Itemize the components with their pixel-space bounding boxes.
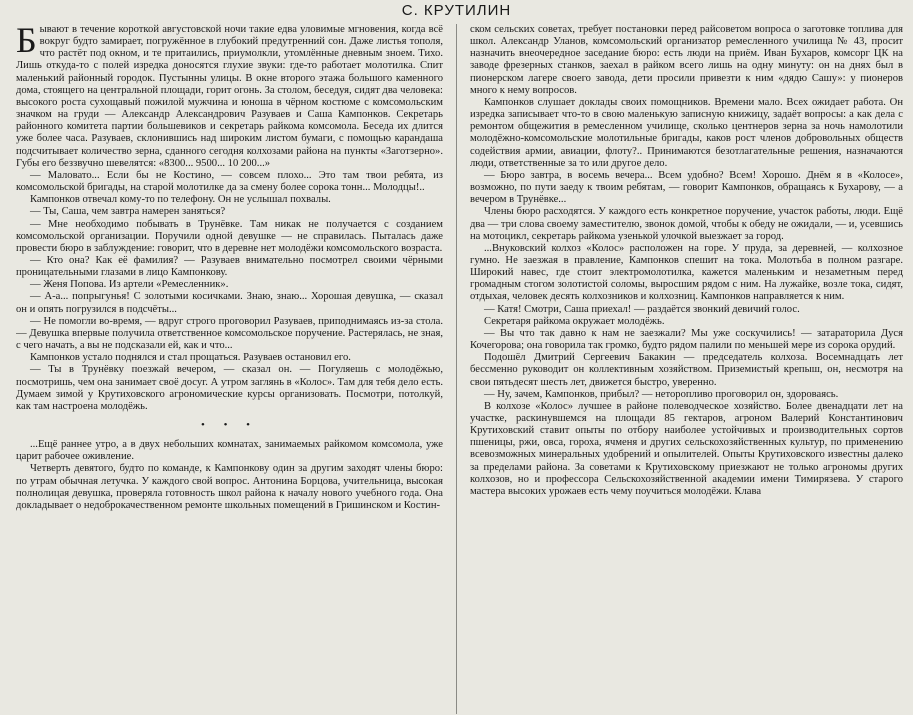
paragraph: ском сельских советах, требует постановки перед райсоветом вопроса о заготовке топлива для школ. Александр Уланов, комсомольский организатор ремесленного училища № 43, просит назначить внеочередное заседание бюро: есть люди на приём. Иван Бухаров, комсорг ЦК на заводе фрезерных станков, заехал в райком всего лишь на одну минуту: он на днях был в пионерском лагере своего завода, дети просили привезти к ним «дядю Сашу»: у пионеров много к нему вопросов. [470, 24, 903, 96]
paragraph: — Не помогли во-время, — вдруг строго проговорил Разуваев, приподнимаясь из-за стола. — Девушка впервые получила ответственное комсомольское поручение. Растерялась, не зная, с чего начать, а вы не подсказали ей, как и что... [16, 315, 443, 352]
paragraph: — Ты, Саша, чем завтра намерен заняться? [30, 206, 226, 218]
left-column [16, 24, 443, 714]
paragraph: Кампонков слушает доклады своих помощников. Времени мало. Всех ожидает работа. Он изредка записывает что-то в свою маленькую записную книжицу, задаёт вопросы: а как дела с ремонтом общежития в ремесленном училище, сколько центнеров зерна за ночь намолотили молодёжно-комсомольские молотильные бригады, каков рост членов добровольных обществ содействия армии, авиации, флоту?.. Принимаются безотлагательные решения, назначаются люди, ответственные за то или другое дело. [470, 96, 903, 169]
paragraph: — Катя! Смотри, Саша приехал! — раздаётся звонкий девичий голос. [484, 303, 800, 315]
paragraph: Кампонков отвечал кому-то по телефону. Он не услышал похвалы. [30, 194, 331, 206]
paragraph: — Маловато... Если бы не Костино, — совсем плохо... Это там твои ребята, из комсомольской бригады, на старой молотилке да за смену более сорока тонн... Молодцы!.. [16, 169, 443, 194]
paragraph: — Вы что так давно к нам не заезжали? Мы уже соскучились! — затараторила Дуся Кочегорова; она говорила так громко, будто рядом палили по меньшей мере из сорока орудий. [470, 327, 903, 352]
paragraph: — Женя Попова. Из артели «Ремесленник». [30, 279, 229, 291]
paragraph: — А-а... попрыгунья! С золотыми косичками. Знаю, знаю... Хорошая девушка, — сказал он и опять погрузился в подсчёты... [16, 291, 443, 315]
section-separator: • • • [200, 419, 259, 431]
paragraph: — Ты в Трунёвку поезжай вечером, — сказал он. — Погуляешь с молодёжью, посмотришь, чем она занимает своё досуг. А утром заглянь в «Колос». Там для тебя дело есть. Думаем зимой у Крутиховского агрономические курсы организовать. Посмотри, потолкуй, как там настроена молодёжь. [16, 364, 443, 412]
paragraph: В колхозе «Колос» лучшее в районе полеводческое хозяйство. Более двенадцати лет на участке, раскинувшемся на площади 85 гектаров, агроном Валерий Константинович Крутиховский ставит опыты по отбору наиболее устойчивых и производительных сортов пшеницы, ржи, овса, гороха, ячменя и других сельскохозяйственных культур, по применению всевозможных минеральных удобрений и опылителей. Опыты Крутиховского известны далеко за пределами района. За советами к Крутиховскому приезжают не только агрономы других колхозов, но и профессора Сельскохозяйственной академии имени Тимирязева. У старого мастера высоких урожаев есть чему поучиться молодёжи. Клава [470, 400, 903, 497]
paragraph: — Кто она? Как её фамилия? — Разуваев внимательно посмотрел своими чёрными проницательными глазами в лицо Кампонкову. [16, 254, 443, 279]
right-column [470, 24, 903, 714]
paragraph: — Ну, зачем, Кампонков, прибыл? — неторопливо проговорил он, здороваясь. [484, 388, 839, 400]
paragraph: Кампонков устало поднялся и стал прощаться. Разуваев остановил его. [30, 352, 351, 364]
paragraph: ...Ещё раннее утро, а в двух небольших комнатах, занимаемых райкомом комсомола, уже царит рабочее оживление. [16, 439, 443, 463]
drop-cap: Б [16, 24, 37, 60]
paragraph: — Бюро завтра, в восемь вечера... Всем удобно? Всем! Хорошо. Днём я в «Колосе», возможно, по пути заеду к твоим ребятам, — говорит Кампонков, обращаясь к Бухарову, — а вечером в Трунёвке... [470, 169, 903, 206]
paragraph: Подошёл Дмитрий Сергеевич Бакакин — председатель колхоза. Восемнадцать лет бессменно руководит он коллективным хозяйством. Приземистый крепыш, он, несмотря на свои пятьдесят шесть лет, движется быстро, уверенно. [470, 352, 903, 388]
author-byline: С. КРУТИЛИН [401, 2, 512, 19]
paragraph: — Мне необходимо побывать в Трунёвке. Там никак не получается с созданием комсомольской организации. Поручили одной девушке — не справилась. Пыталась даже провести бюро в заблуждение: говорит, что в деревне нет молодёжи комсомольского возраста. [16, 218, 443, 254]
column-divider [456, 24, 457, 714]
paragraph: ...Внуковский колхоз «Колос» расположен на горе. У пруда, за деревней, — колхозное гумно. Не заезжая в правление, Кампонков спешит на тока. Молотьба в полном разгаре. Широкий навес, где стоит электромолотилка, кажется маленьким и незаметным перед громадным стогом золотистой соломы, выросшим рядом с ним. На лужайке, возле тока, сидят, отдыхая, человек десять колхозников и колхозниц. Кампонков направляется к ним. [470, 242, 903, 303]
paragraph: Четверть девятого, будто по команде, к Кампонкову один за другим заходят члены бюро: по утрам обычная летучка. У каждого свой вопрос. Антонина Борцова, учительница, высокая полнолицая девушка, проверяла готовность школ района к началу нового учебного года. Она докладывает о недоброкачественном ремонте школьных помещений в Гришинском и Костин- [16, 463, 443, 511]
paragraph: Члены бюро расходятся. У каждого есть конкретное поручение, участок работы, люди. Ещё два — три слова своему заместителю, звонок домой, чтобы к обеду не ожидали, — и, усевшись на мотоцикл, секретарь райкома узенькой улочкой выезжает за город. [470, 206, 903, 242]
paragraph: Секретаря райкома окружает молодёжь. [484, 315, 665, 327]
paragraph: Бывают в течение короткой августовской ночи такие едва уловимые мгновения, когда всё вокруг будто замирает, погружённое в глубокий предутренний сон. Даже листья тополя, что растёт под окном, и те притаились, приумолкли, утомлённые дневным зноем. Тихо. Лишь откуда-то с полей изредка доносятся глухие звуки: где-то работает молотилка. Спит маленький районный городок. Пустынны улицы. В окне второго этажа большого каменного дома, стоящего на центральной площади, горит огонь. За столом, беседуя, сидят два человека: высокого роста сухощавый пожилой мужчина и юноша в чёрном костюме с комсомольским значком на груди — Александр Александрович Разуваев и Саша Кампонков. Секретарь районного комитета партии большевиков и секретарь райкома комсомола. Беседа их длится уже более часа. Разуваев, склонившись над широким листом бумаги, с помощью карандаша подсчитывает количество зерна, сданного сегодня колхозами района на пункты «Заготзерно». Губы его беззвучно шевелятся: «8300... 9500... 10 200...» [16, 24, 443, 169]
